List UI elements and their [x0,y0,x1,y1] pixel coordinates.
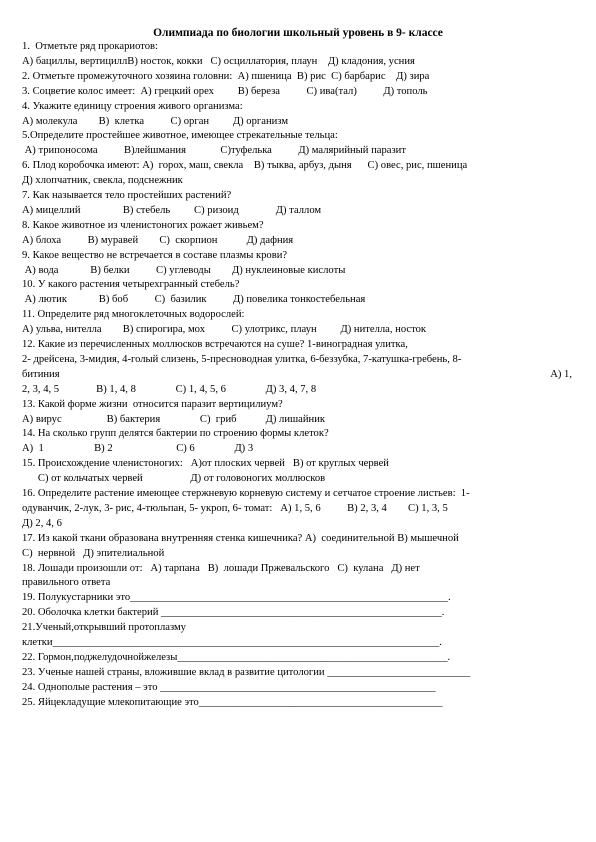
text-line: 6. Плод коробочка имеют: А) горох, маш, свекла В) тыква, арбуз, дыня С) овес, рис, пшеница [22,160,468,172]
text-line: 1. Отметьте ряд прокариотов: [22,41,158,52]
text-line: 16. Определите растение имеющее стержневую корневую систему и сетчатое строение листьев: 1- [22,488,470,499]
text-line: А) вода В) белки С) углеводы Д) нуклеиновые кислоты [22,264,346,276]
text-line: А) вирус В) бактерия С) гриб Д) лишайник [22,413,326,425]
text-line: А) лютик В) боб С) базилик Д) повелика тонкостебельная [22,294,366,306]
text-line: А) мицеллий В) стебель С) ризоид Д) таллом [22,204,322,216]
text-line: клетки_________________________________________________________________________. [22,637,442,648]
text-line: 14. На сколько групп делятся бактерии по строению формы клеток? [22,428,329,440]
text-line: 19. Полукустарники это____________________________________________________________. [22,592,451,604]
text-line: 21.Ученый,открывший протоплазму [22,622,186,634]
text-line: 3. Соцветие колос имеет: А) грецкий орех В) береза С) ива(тал) Д) тополь [22,85,428,97]
text-line: 20. Оболочка клетки бактерий _____________________________________________________. [22,607,445,619]
text-line: А) трипоносома В)лейшмания С)туфелька Д) малярийный паразит [22,145,406,157]
text-line: 2, 3, 4, 5 В) 1, 4, 8 С) 1, 4, 5, 6 Д) 3, 4, 7, 8 [22,383,317,395]
text-line: 18. Лошади произошли от: А) тарпана В) лошади Пржевальского С) кулана Д) нет [22,562,420,574]
text-line: 2- дрейсена, 3-мидия, 4-голый слизень, 5-пресноводная улитка, 6-беззубка, 7-катушка-гребень, 8- [22,353,462,365]
text-line: одуванчик, 2-лук, 3- рис, 4-тюльпан, 5- укроп, 6- томат: А) 1, 5, 6 В) 2, 3, 4 С) 1, 3, 5 [22,502,448,514]
text-line: 22. Гормон,поджелудочнойжелезы___________________________________________________. [22,651,451,663]
text-line: 17. Из какой ткани образована внутренняя стенка кишечника? А) соединительной В) мышечной [22,532,459,544]
text-line: 5.Определите простейшее животное, имеющее стрекательные тельца: [22,130,338,142]
page-title: Олимпиада по биологии школьный уровень в 9- классе [153,27,443,39]
text-line: А) бациллы, вертициллВ) носток, кокки С) осциллатория, плаун Д) кладония, усния [22,55,415,67]
text-line: 13. Какой форме жизни относится паразит вертицилиум? [22,398,283,410]
text-line: Д) 2, 4, 6 [22,517,62,529]
text-line: 23. Ученые нашей страны, вложившие вклад в развитие цитологии ___________________________ [22,666,471,678]
text-line: 4. Укажите единицу строения живого организма: [22,100,243,112]
text-line: А) ульва, нителла В) спирогира, мох С) улотрикс, плаун Д) нителла, носток [22,324,427,336]
text-line: 25. Яйцекладущие млекопитающие это______________________________________________ [22,696,443,708]
text-line: битиния [22,368,60,380]
text-line: Д) хлопчатник, свекла, подснежник [22,175,183,187]
text-line: 2. Отметьте промежуточного хозяина головни: А) пшеница В) рис С) барбарис Д) зира [22,70,430,82]
text-line: А) молекула В) клетка С) орган Д) организм [22,115,289,127]
text-line: 8. Какое животное из членистоногих рожает живьем? [22,219,264,231]
text-line: 24. Однополые растения – это ____________________________________________________ [22,681,436,693]
text-line: А) 1 В) 2 С) 6 Д) 3 [22,443,254,455]
text-line: 11. Определите ряд многоклеточных водорослей: [22,309,245,321]
text-line: 12. Какие из перечисленных моллюсков встречаются на суше? 1-виноградная улитка, [22,339,408,350]
text-line: 7. Как называется тело простейших растений? [22,190,232,201]
text-line: 10. У какого растения четырехгранный стебель? [22,279,240,291]
text-line: 9. Какое вещество не встречается в составе плазмы крови? [22,249,288,261]
text-line: 15. Происхождение членистоногих: А)от плоских червей В) от круглых червей [22,458,389,470]
text-line: С) от кольчатых червей Д) от головоногих моллюсков [22,473,326,485]
text-line: правильного ответа [22,577,111,589]
text-line: А) блоха В) муравей С) скорпион Д) дафния [22,234,294,246]
text-line: С) нервной Д) эпителиальной [22,547,165,559]
text-line-right: А) 1, [550,368,572,380]
